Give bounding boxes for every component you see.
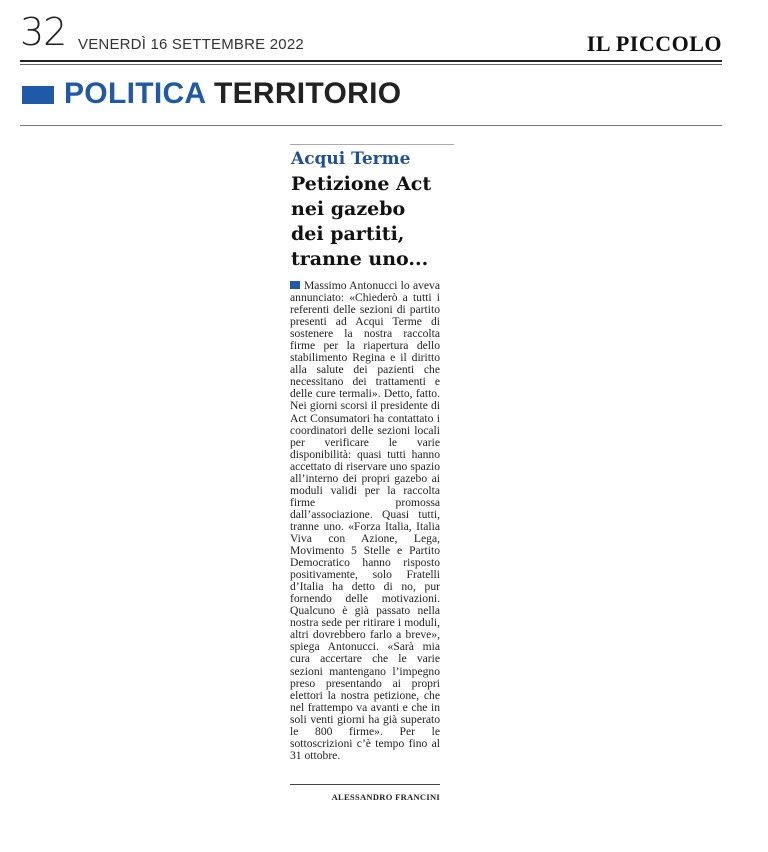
section-title <box>64 76 401 112</box>
section-secondary: TERRITORIO <box>213 77 402 110</box>
section-rule <box>20 125 722 126</box>
header-rule-thin <box>20 64 722 65</box>
section-marker <box>22 86 54 104</box>
headline-line: tranne uno... <box>291 248 429 270</box>
issue-date: VENERDÌ 16 SETTEMBRE 2022 <box>78 36 304 53</box>
header-rule-thick <box>20 60 722 62</box>
headline-line: dei partiti, <box>291 223 405 245</box>
section-primary: POLITICA <box>64 77 206 110</box>
article-body-text: Massimo Antonucci lo aveva annunciato: «Chiederò a tutti i referenti delle sezioni di partito presenti ad Acqui Terme di sostenere la nostra raccolta firme per la riapertura dello stabilimento Regina e il diritto alla salute dei pazienti che necessitano dei trattamenti e delle cure termali». Detto, fatto. Nei giorni scorsi il presidente di Act Consumatori ha contattato i coordinatori delle sezioni locali per verificare le varie disponibilità: quasi tutti hanno accettato di riservare uno spazio all’interno dei propri gazebo ai moduli validi per la raccolta firme promossa dall’associazione. Quasi tutti, tranne uno. «Forza Italia, Italia Viva con Azione, Lega, Movimento 5 Stelle e Partito Democratico hanno risposto positivamente, solo Fratelli d’Italia ha detto di no, pur fornendo delle motivazioni. Qualcuno è già passato nella nostra sede per ritirare i moduli, altri dovrebbero farlo a breve», spiega Antonucci. «Sarà mia cura accertare che le varie sezioni mantengano l’impegno preso presentando ai propri elettori la nostra petizione, che nel frattempo va avanti e che in soli venti giorni ha già superato le 800 firme». Per le sottoscrizioni c’è tempo fino al 31 ottobre. <box>290 279 440 762</box>
lead-marker <box>290 281 300 289</box>
newspaper-masthead: IL PICCOLO <box>586 31 722 56</box>
article-kicker: Acqui Terme <box>291 149 411 169</box>
article-top-rule <box>290 144 454 145</box>
headline-line: nei gazebo <box>291 198 406 220</box>
article-body <box>290 280 440 762</box>
byline-rule <box>290 784 440 785</box>
page-number: 32 <box>20 10 67 54</box>
article-byline: ALESSANDRO FRANCINI <box>331 792 440 802</box>
headline-line: Petizione Act <box>291 173 432 195</box>
article-headline <box>291 172 455 272</box>
